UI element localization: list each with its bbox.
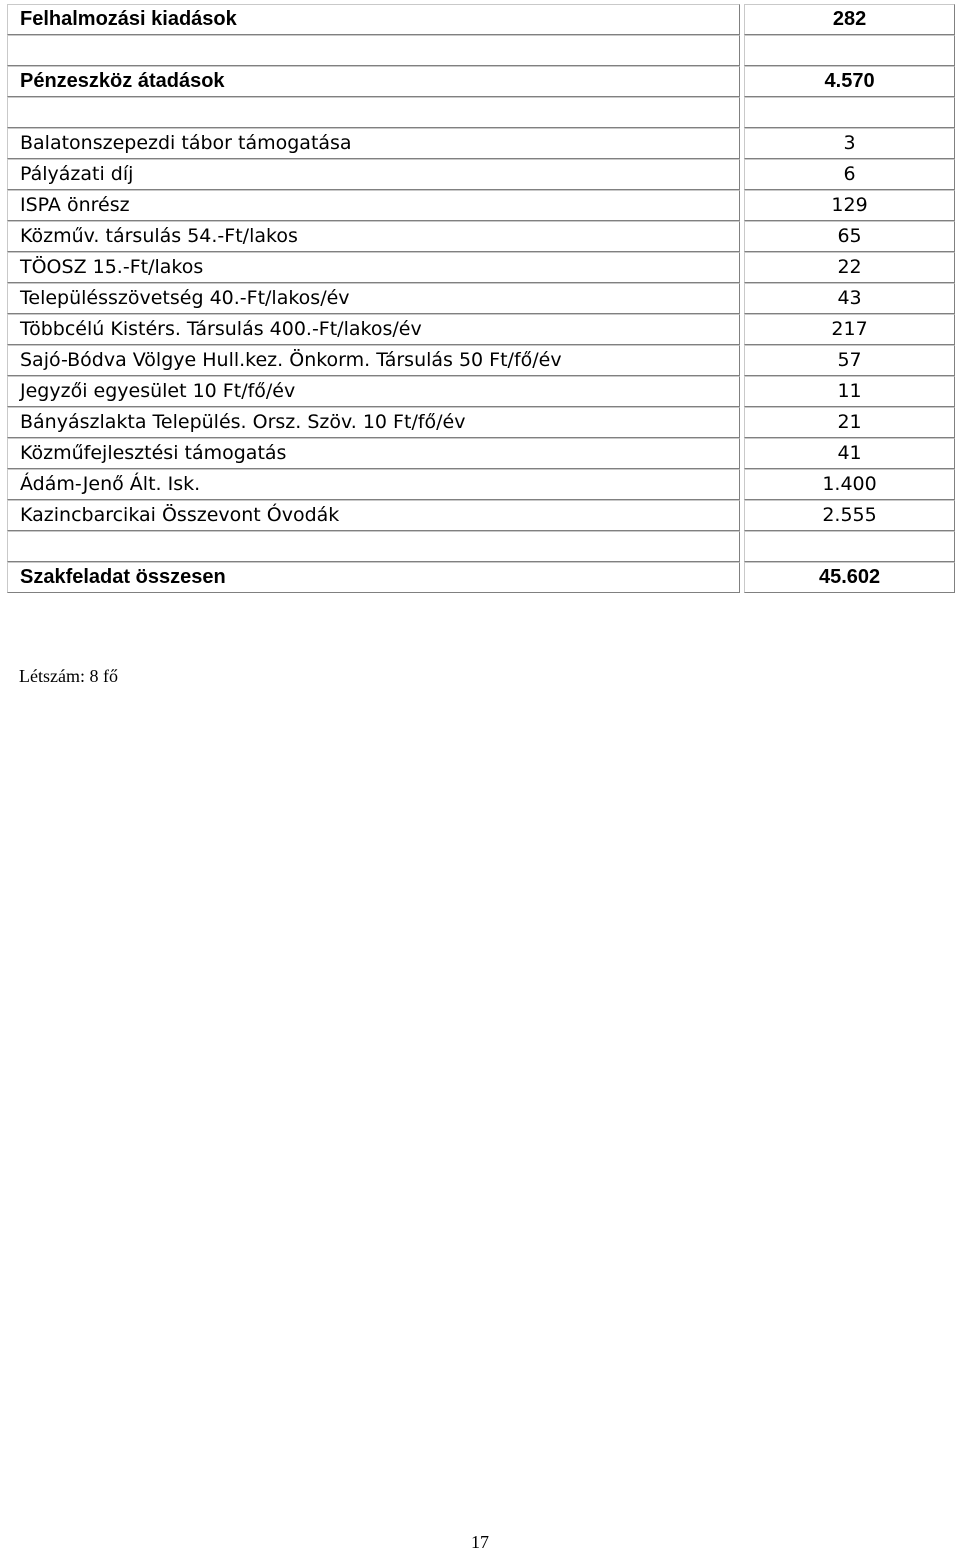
table-row [7, 128, 955, 159]
table-row [7, 531, 955, 562]
table-row [7, 562, 955, 593]
row-label: Településszövetség 40.-Ft/lakos/év [7, 283, 740, 314]
row-label [7, 531, 740, 562]
row-value: 57 [744, 345, 955, 376]
table-row [7, 97, 955, 128]
table-row [7, 159, 955, 190]
row-value: 129 [744, 190, 955, 221]
table-row [7, 190, 955, 221]
row-value: 45.602 [744, 562, 955, 593]
row-value: 1.400 [744, 469, 955, 500]
row-value: 22 [744, 252, 955, 283]
row-value: 217 [744, 314, 955, 345]
table-body [7, 4, 955, 593]
row-label: Sajó-Bódva Völgye Hull.kez. Önkorm. Társulás 50 Ft/fő/év [7, 345, 740, 376]
row-value: 282 [744, 4, 955, 35]
table-row [7, 314, 955, 345]
row-value: 6 [744, 159, 955, 190]
table-row [7, 500, 955, 531]
row-label: Balatonszepezdi tábor támogatása [7, 128, 740, 159]
table-row [7, 283, 955, 314]
row-label: Pályázati díj [7, 159, 740, 190]
row-value [744, 97, 955, 128]
row-value: 4.570 [744, 66, 955, 97]
row-value: 43 [744, 283, 955, 314]
row-value: 21 [744, 407, 955, 438]
table-row [7, 35, 955, 66]
table-row [7, 66, 955, 97]
row-value: 3 [744, 128, 955, 159]
row-label: Közműfejlesztési támogatás [7, 438, 740, 469]
row-label: TÖOSZ 15.-Ft/lakos [7, 252, 740, 283]
row-label: Jegyzői egyesület 10 Ft/fő/év [7, 376, 740, 407]
row-value: 65 [744, 221, 955, 252]
row-label [7, 35, 740, 66]
table-row [7, 376, 955, 407]
budget-table [7, 4, 955, 593]
row-label: Közműv. társulás 54.-Ft/lakos [7, 221, 740, 252]
page-number: 17 [471, 1532, 489, 1552]
row-label: Ádám-Jenő Ált. Isk. [7, 469, 740, 500]
table-row [7, 438, 955, 469]
table-row [7, 221, 955, 252]
row-label: ISPA önrész [7, 190, 740, 221]
table-row [7, 469, 955, 500]
row-value [744, 35, 955, 66]
row-label: Bányászlakta Település. Orsz. Szöv. 10 Ft/fő/év [7, 407, 740, 438]
table-row [7, 345, 955, 376]
row-label: Felhalmozási kiadások [7, 4, 740, 35]
row-value [744, 531, 955, 562]
row-label [7, 97, 740, 128]
row-value: 11 [744, 376, 955, 407]
row-label: Kazincbarcikai Összevont Óvodák [7, 500, 740, 531]
table-row [7, 407, 955, 438]
row-value: 2.555 [744, 500, 955, 531]
table-row [7, 252, 955, 283]
row-value: 41 [744, 438, 955, 469]
row-label: Többcélú Kistérs. Társulás 400.-Ft/lakos/év [7, 314, 740, 345]
headcount-note: Létszám: 8 fő [19, 666, 118, 686]
row-label: Pénzeszköz átadások [7, 66, 740, 97]
table-row [7, 4, 955, 35]
row-label: Szakfeladat összesen [7, 562, 740, 593]
